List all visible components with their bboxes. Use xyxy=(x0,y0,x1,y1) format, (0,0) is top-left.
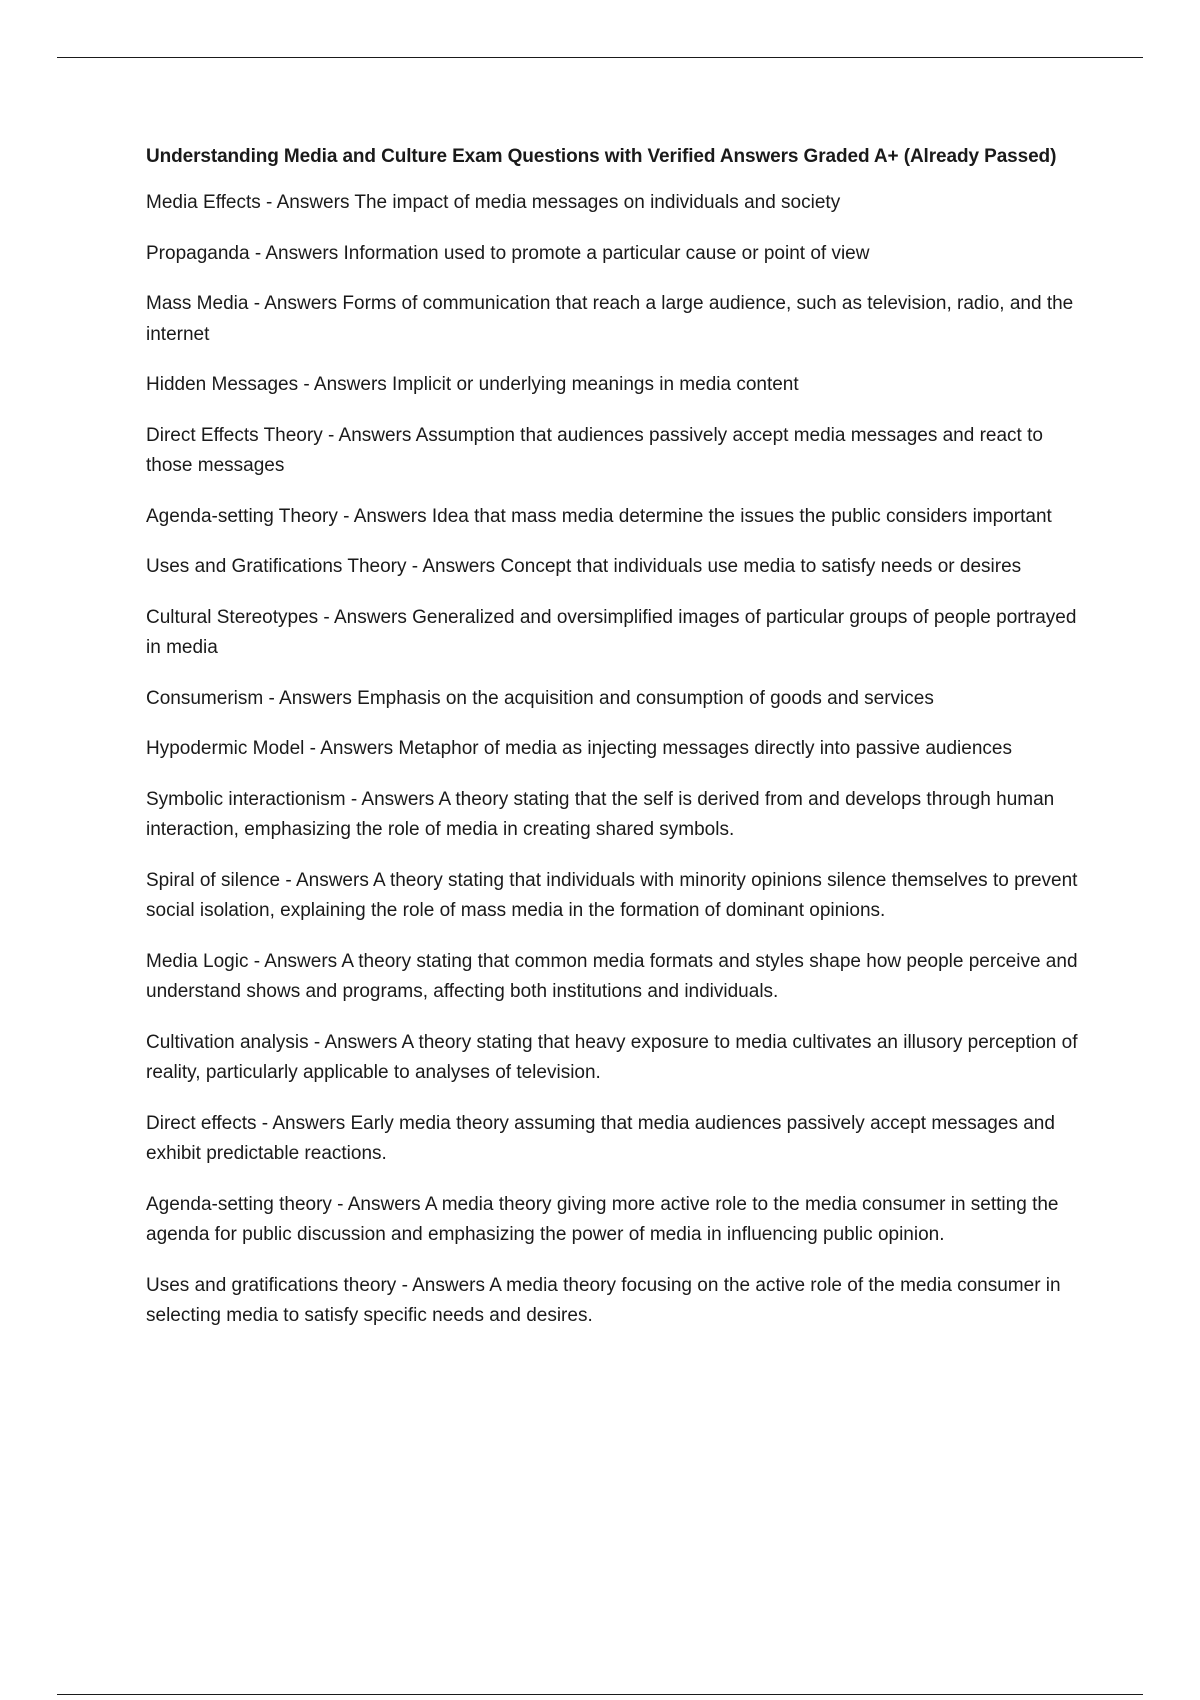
bottom-divider xyxy=(57,1694,1143,1695)
entry-mass-media: Mass Media - Answers Forms of communication that reach a large audience, such as television, radio, and the internet xyxy=(146,293,1074,345)
entry-cultural-stereotypes: Cultural Stereotypes - Answers Generalized and oversimplified images of particular groups of people portrayed in media xyxy=(146,606,1077,658)
entry-consumerism: Consumerism - Answers Emphasis on the acquisition and consumption of goods and services xyxy=(146,687,934,709)
document-title: Understanding Media and Culture Exam Questions with Verified Answers Graded A+ (Already Passed) xyxy=(146,146,1057,167)
entry-symbolic-interactionism: Symbolic interactionism - Answers A theory stating that the self is derived from and develops through human interaction, emphasizing the role of media in creating shared symbols. xyxy=(146,788,1055,840)
entry-agenda-setting-theory: Agenda-setting Theory - Answers Idea that mass media determine the issues the public considers important xyxy=(146,505,1052,527)
entry-uses-gratifications-theory: Uses and Gratifications Theory - Answers Concept that individuals use media to satisfy needs or desires xyxy=(146,556,1022,577)
top-divider xyxy=(57,57,1143,58)
document-body xyxy=(146,142,1086,1352)
entry-agenda-setting-theory-2: Agenda-setting theory - Answers A media theory giving more active role to the media consumer in setting the agenda for public discussion and emphasizing the power of media in influencing public opinion. xyxy=(146,1193,1059,1245)
entry-direct-effects: Direct effects - Answers Early media theory assuming that media audiences passively accept messages and exhibit predictable reactions. xyxy=(146,1112,1055,1164)
entry-direct-effects-theory: Direct Effects Theory - Answers Assumption that audiences passively accept media messages and react to those messages xyxy=(146,424,1043,476)
entry-media-effects: Media Effects - Answers The impact of media messages on individuals and society xyxy=(146,192,841,213)
entry-media-logic: Media Logic - Answers A theory stating that common media formats and styles shape how people perceive and understand shows and programs, affecting both institutions and individuals. xyxy=(146,950,1078,1002)
entry-hypodermic-model: Hypodermic Model - Answers Metaphor of media as injecting messages directly into passive audiences xyxy=(146,738,1012,759)
entry-propaganda: Propaganda - Answers Information used to promote a particular cause or point of view xyxy=(146,242,870,264)
entry-uses-gratifications-theory-2: Uses and gratifications theory - Answers A media theory focusing on the active role of the media consumer in selecting media to satisfy specific needs and desires. xyxy=(146,1274,1061,1326)
entry-spiral-of-silence: Spiral of silence - Answers A theory stating that individuals with minority opinions silence themselves to prevent social isolation, explaining the role of mass media in the formation of dominant opinions. xyxy=(146,869,1078,921)
entry-hidden-messages: Hidden Messages - Answers Implicit or underlying meanings in media content xyxy=(146,374,799,395)
entry-cultivation-analysis: Cultivation analysis - Answers A theory stating that heavy exposure to media cultivates an illusory perception of reality, particularly applicable to analyses of television. xyxy=(146,1031,1078,1083)
